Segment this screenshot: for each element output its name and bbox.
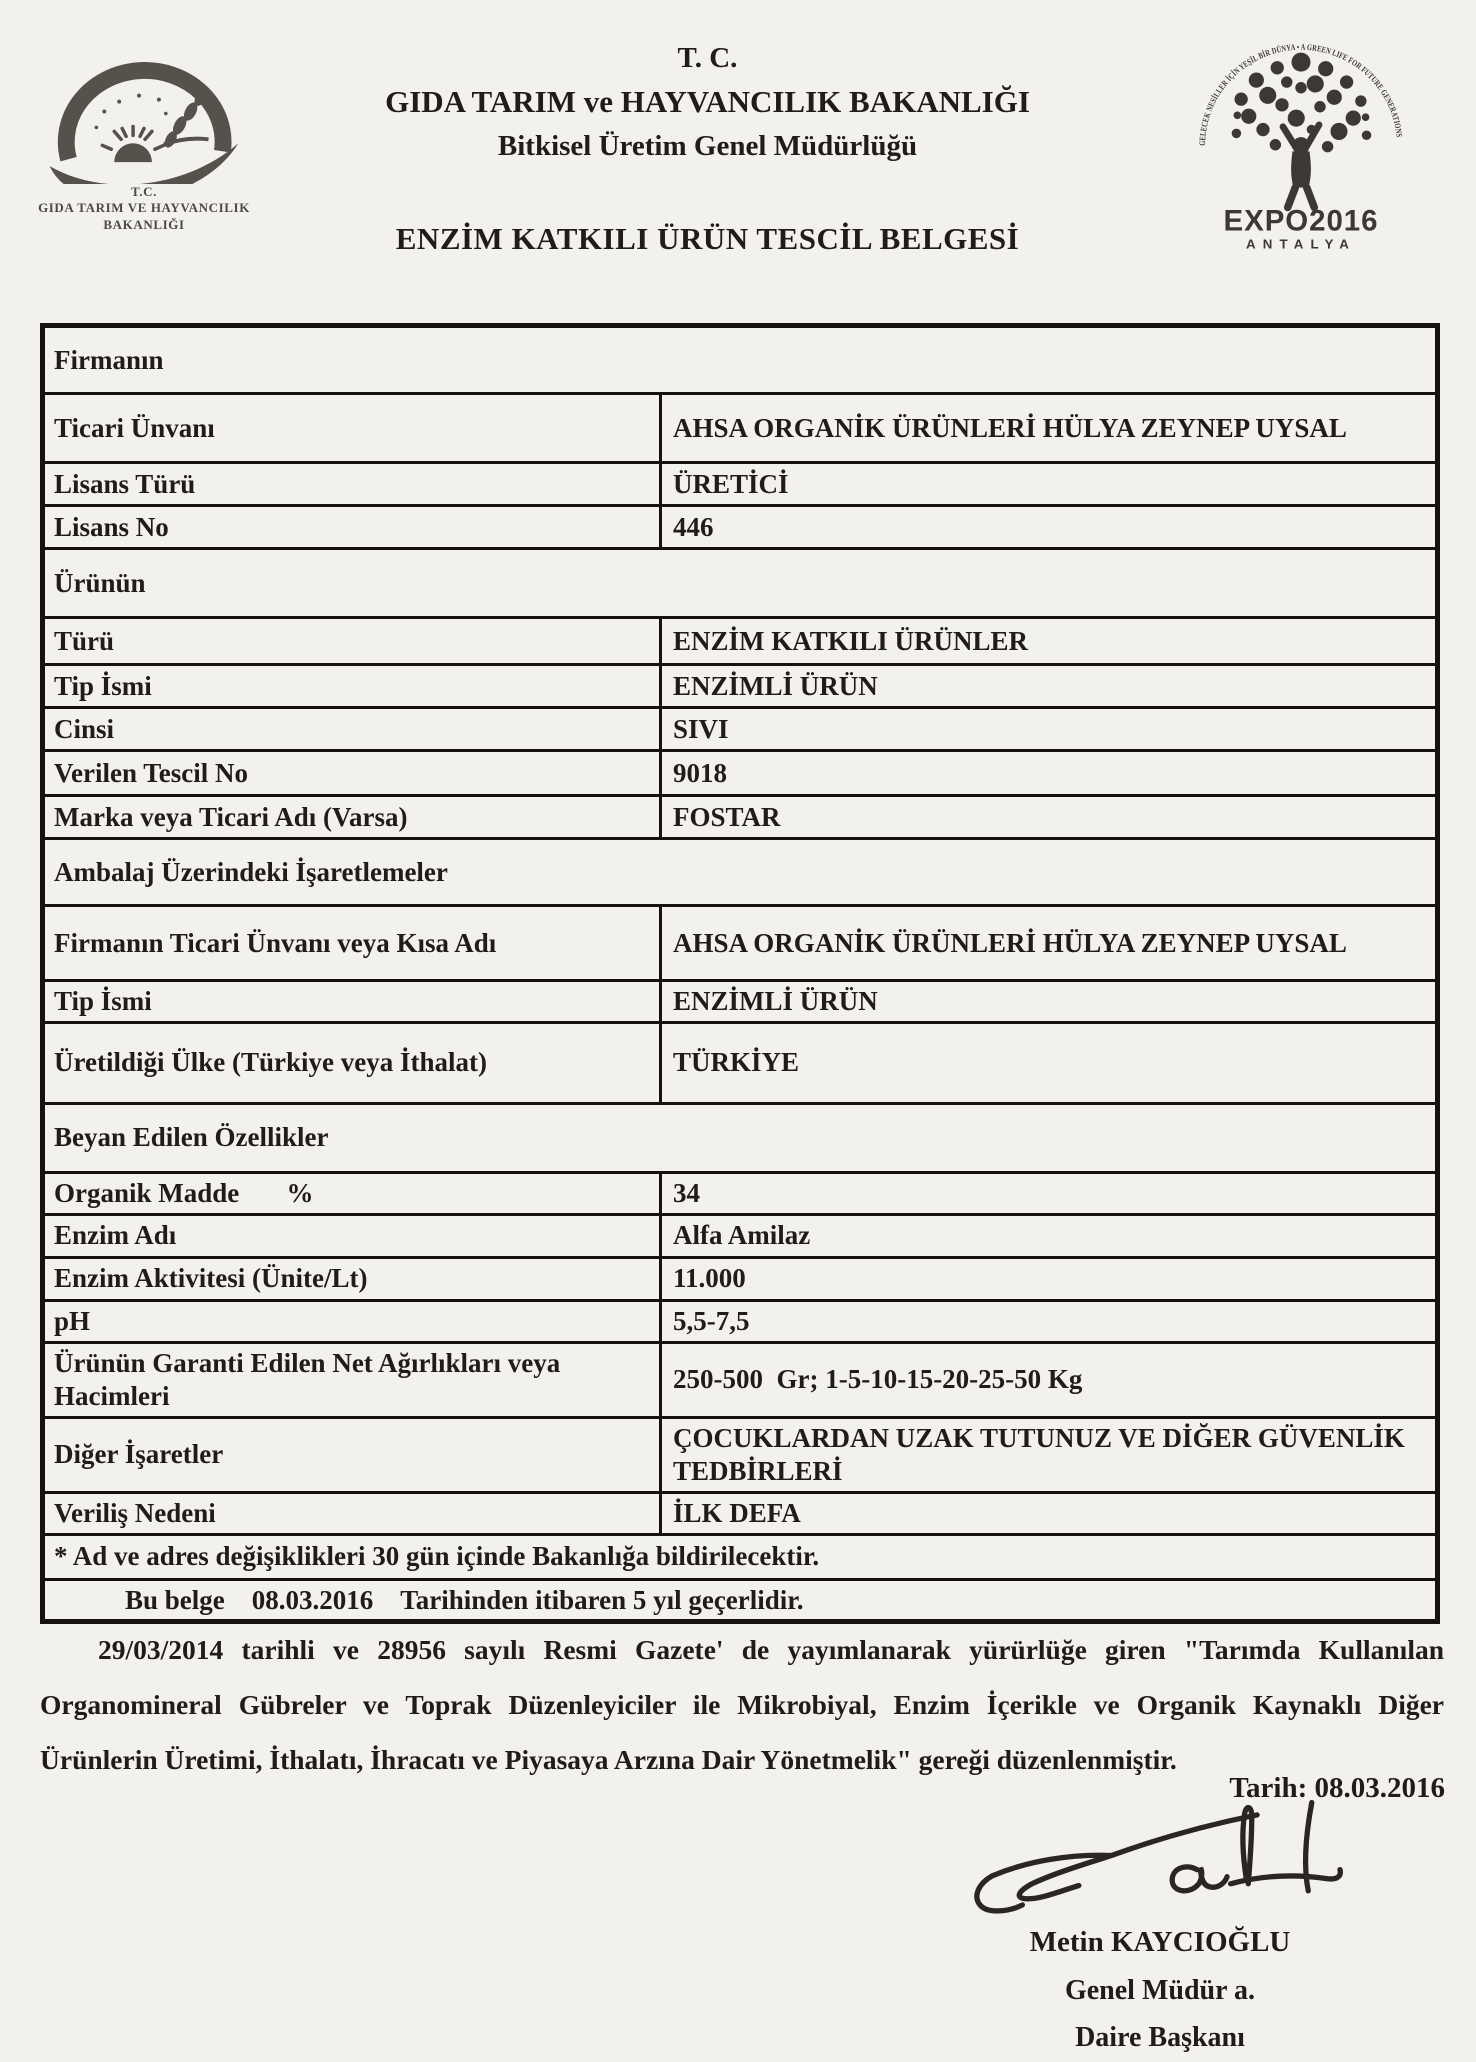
republic-line: T. C. — [677, 42, 738, 74]
table-row — [45, 619, 1435, 666]
section-header: Firmanın — [54, 344, 164, 375]
table-row — [45, 907, 1435, 982]
signer-title-1: Genel Müdür a. — [1064, 1975, 1256, 2006]
table-note-row — [45, 1536, 1435, 1581]
row-value: ÜRETİCİ — [659, 464, 1435, 504]
row-value: AHSA ORGANİK ÜRÜNLERİ HÜLYA ZEYNEP UYSAL — [659, 907, 1435, 979]
row-value: 11.000 — [659, 1259, 1435, 1299]
row-label: Tip İsmi — [54, 986, 152, 1016]
table-row — [45, 709, 1435, 752]
expo2016-tree-icon — [1187, 26, 1415, 254]
row-value: 34 — [659, 1174, 1435, 1213]
row-label: Marka veya Ticari Adı (Varsa) — [54, 801, 408, 832]
expo2016-logo — [1183, 26, 1418, 254]
row-value: 9018 — [659, 752, 1435, 794]
table-row — [45, 1344, 1435, 1419]
row-value: ENZİM KATKILI ÜRÜNLER — [659, 619, 1435, 663]
section-header: Ürünün — [54, 567, 146, 598]
row-label: Verilen Tescil No — [54, 757, 249, 788]
row-label: Lisans No — [54, 511, 169, 542]
table-row — [45, 1024, 1435, 1105]
registration-table — [40, 323, 1440, 1624]
table-row — [45, 1419, 1435, 1494]
issue-date: Tarih: 08.03.2016 — [1229, 1772, 1445, 1804]
row-value: ENZİMLİ ÜRÜN — [659, 982, 1435, 1021]
row-value: TÜRKİYE — [659, 1024, 1435, 1102]
table-section-urunun — [45, 550, 1435, 619]
table-row — [45, 666, 1435, 709]
document-header — [235, 42, 1180, 257]
row-value: ENZİMLİ ÜRÜN — [659, 666, 1435, 706]
table-row — [45, 1259, 1435, 1302]
table-row — [45, 1174, 1435, 1216]
document-title: ENZİM KATKILI ÜRÜN TESCİL BELGESİ — [395, 221, 1020, 256]
row-label: Enzim Adı — [54, 1220, 177, 1251]
row-value: 5,5-7,5 — [659, 1302, 1435, 1341]
table-row — [45, 1216, 1435, 1259]
row-label: pH — [54, 1305, 91, 1336]
address-change-note: * Ad ve adres değişiklikleri 30 gün içinde Bakanlığa bildirilecektir. — [54, 1541, 820, 1572]
signer-title-2: Daire Başkanı — [1075, 2022, 1245, 2053]
row-value: İLK DEFA — [659, 1494, 1435, 1533]
row-label: Tip İsmi — [54, 670, 152, 701]
row-label: Ticari Ünvanı — [54, 412, 215, 443]
ministry-emblem-icon — [44, 50, 244, 184]
table-row — [45, 1494, 1435, 1536]
signature-icon — [940, 1792, 1380, 1942]
row-value: AHSA ORGANİK ÜRÜNLERİ HÜLYA ZEYNEP UYSAL — [659, 395, 1435, 461]
expo-arc-text: GELECEK NESİLLER İÇİN YEŞİL BİR DÜNYA • A GREEN LIFE FOR FUTURE GENERATIONS — [1196, 41, 1405, 146]
ministry-logo-caption-line2: GIDA TARIM VE HAYVANCILIK — [38, 200, 250, 216]
signer-name: Metin KAYCIOĞLU — [1029, 1926, 1291, 1958]
legal-paragraph: 29/03/2014 tarihli ve 28956 sayılı Resmi Gazete' de yayımlanarak yürürlüğe giren "Tarımda Kullanılan Organomineral Gübreler ve Toprak Düzenleyiciler ile Mikrobiyal, Enzim İçerikle ve Organik Kaynaklı Diğer Ürünlerin Üretimi, İthalatı, İhracatı ve Piyasaya Arzına Dair Yönetmelik" gereği düzenlenmiştir. — [40, 1634, 1444, 1775]
signature-block — [880, 1792, 1440, 2054]
table-row — [45, 797, 1435, 840]
row-label: Üretildiği Ülke (Türkiye veya İthalat) — [54, 1047, 487, 1078]
row-value: Alfa Amilaz — [659, 1216, 1435, 1256]
table-row — [45, 464, 1435, 507]
row-value: ÇOCUKLARDAN UZAK TUTUNUZ VE DİĞER GÜVENLİK TEDBİRLERİ — [659, 1419, 1435, 1491]
table-validity-row — [45, 1581, 1435, 1620]
row-value: SIVI — [659, 709, 1435, 749]
table-row — [45, 395, 1435, 464]
row-label: Lisans Türü — [54, 468, 196, 499]
table-section-ambalaj — [45, 840, 1435, 907]
row-label: Firmanın Ticari Ünvanı veya Kısa Adı — [54, 927, 497, 958]
table-row — [45, 1302, 1435, 1344]
directorate-line: Bitkisel Üretim Genel Müdürlüğü — [497, 130, 918, 162]
row-value: 250-500 Gr; 1-5-10-15-20-25-50 Kg — [659, 1344, 1435, 1416]
table-section-firmanin — [45, 328, 1435, 395]
expo-city: ANTALYA — [1245, 236, 1356, 252]
validity-note: Bu belge 08.03.2016 Tarihinden itibaren 5 yıl geçerlidir. — [125, 1584, 804, 1615]
row-label: Enzim Aktivitesi (Ünite/Lt) — [54, 1263, 368, 1294]
ministry-logo-caption-line3: BAKANLIĞI — [103, 216, 185, 232]
table-row — [45, 752, 1435, 797]
section-header: Ambalaj Üzerindeki İşaretlemeler — [54, 856, 448, 887]
table-section-beyan — [45, 1105, 1435, 1174]
section-header: Beyan Edilen Özellikler — [54, 1122, 329, 1153]
ministry-line: GIDA TARIM ve HAYVANCILIK BAKANLIĞI — [385, 84, 1030, 119]
row-label: Veriliş Nedeni — [54, 1497, 216, 1528]
row-label: Organik Madde % — [54, 1177, 314, 1208]
ministry-logo — [38, 50, 250, 233]
row-label: Diğer İşaretler — [54, 1439, 224, 1470]
expo-wordmark: EXPO2016 — [1223, 204, 1378, 238]
ministry-logo-caption-line1: T.C. — [131, 184, 157, 199]
row-label: Türü — [54, 625, 115, 656]
row-value: 446 — [659, 507, 1435, 547]
row-label: Ürünün Garanti Edilen Net Ağırlıkları veya Hacimleri — [54, 1347, 561, 1411]
table-row — [45, 982, 1435, 1024]
table-row — [45, 507, 1435, 550]
row-label: Cinsi — [54, 713, 115, 744]
row-value: FOSTAR — [659, 797, 1435, 837]
